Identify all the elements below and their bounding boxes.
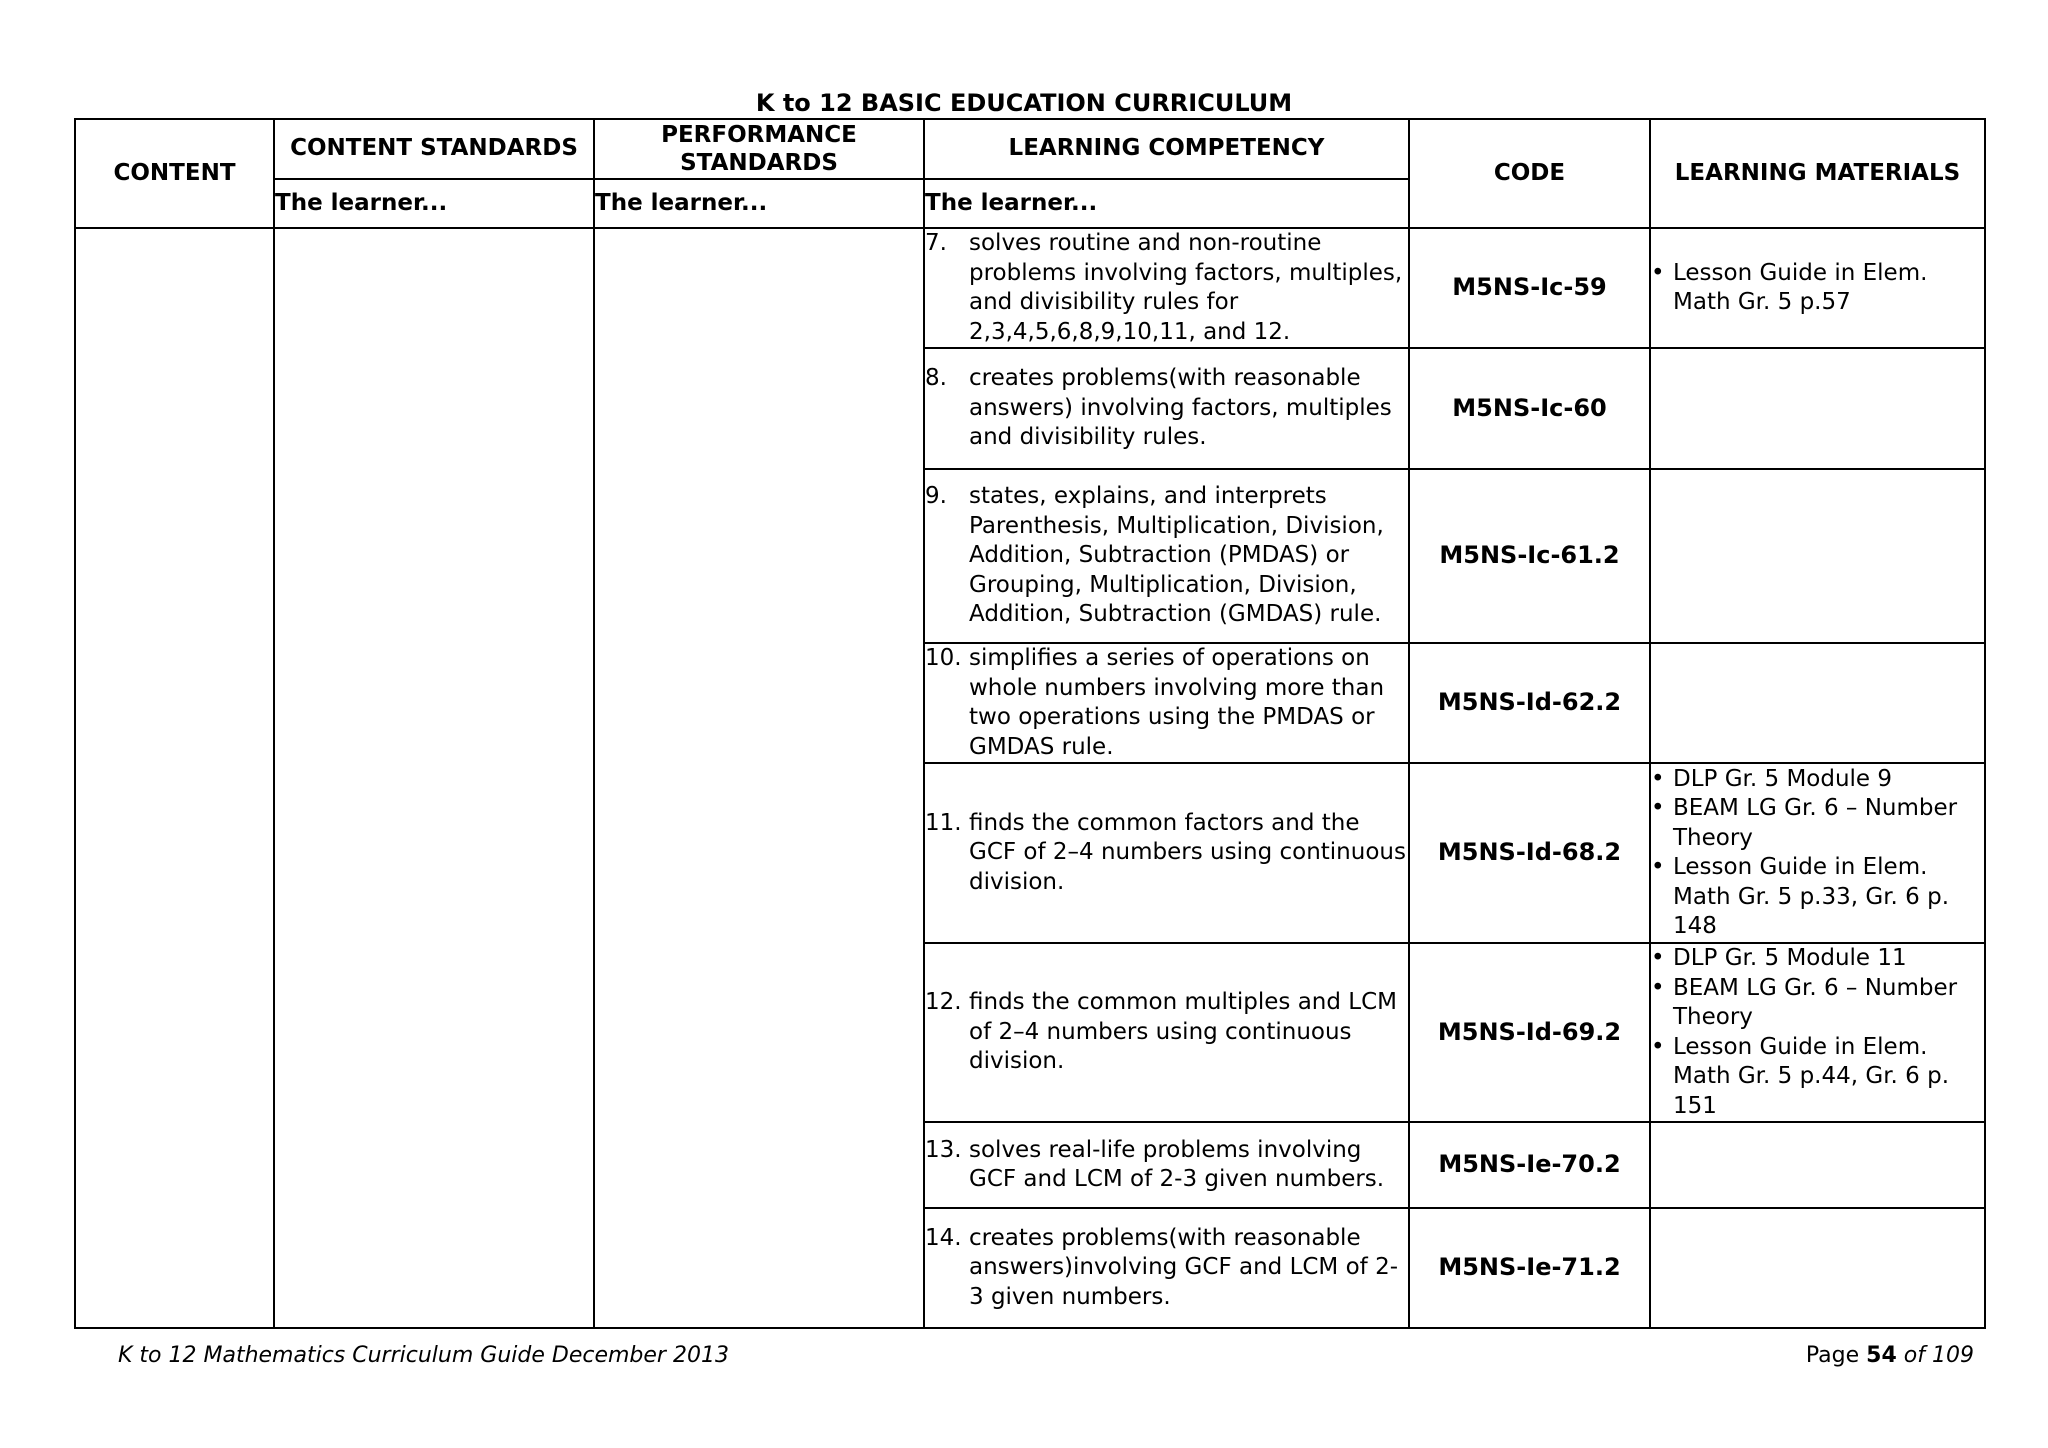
subheader-learner-competency: The learner... [924, 179, 1409, 228]
header-code: CODE [1409, 119, 1650, 228]
competency-cell [924, 763, 1409, 943]
footer-guide-title: K to 12 Mathematics Curriculum Guide December 2013 [118, 1343, 729, 1368]
material-text: DLP Gr. 5 Module 9 [1673, 765, 1893, 792]
materials-cell [1650, 943, 1985, 1122]
competency-cell [924, 643, 1409, 763]
code-cell: M5NS-Id-68.2 [1409, 763, 1650, 943]
bullet-icon: • [1651, 974, 1665, 1001]
material-text: DLP Gr. 5 Module 11 [1673, 945, 1907, 971]
content-cell [75, 228, 274, 1328]
list-item [1651, 1033, 1984, 1122]
subheader-learner-content: The learner... [274, 179, 594, 228]
competency-cell [924, 1122, 1409, 1208]
materials-cell [1650, 469, 1985, 643]
document-title: K to 12 BASIC EDUCATION CURRICULUM [755, 89, 1293, 117]
bullet-icon: • [1651, 1033, 1665, 1060]
materials-cell [1650, 1122, 1985, 1208]
materials-cell [1650, 643, 1985, 763]
competency-number: 8. [925, 365, 947, 392]
competency-text: creates problems(with reasonable answers)involving GCF and LCM of 2-3 given numbers. [969, 1224, 1399, 1310]
curriculum-table [74, 118, 1986, 1329]
content-standards-cell [274, 228, 594, 1328]
list-item [1651, 944, 1984, 974]
code-cell: M5NS-Id-62.2 [1409, 643, 1650, 763]
header-content: CONTENT [75, 119, 274, 228]
competency-cell [924, 943, 1409, 1122]
code-cell: M5NS-Ic-61.2 [1409, 469, 1650, 643]
code-cell: M5NS-Ie-71.2 [1409, 1208, 1650, 1328]
list-item [1651, 974, 1984, 1033]
materials-cell [1650, 763, 1985, 943]
competency-text: states, explains, and interprets Parenthesis, Multiplication, Division, Addition, Subtraction (PMDAS) or Grouping, Multiplication, Division, Addition, Subtraction (GMDAS) rule. [969, 483, 1384, 628]
materials-cell [1650, 1208, 1985, 1328]
bullet-icon: • [1651, 795, 1665, 821]
list-item [1651, 794, 1984, 853]
header-learning-competency: LEARNING COMPETENCY [924, 119, 1409, 179]
materials-cell [1650, 228, 1985, 348]
competency-number: 7. [925, 230, 947, 256]
competency-cell [924, 348, 1409, 469]
code-cell: M5NS-Id-69.2 [1409, 943, 1650, 1122]
competency-text: finds the common factors and the GCF of 2–4 numbers using continuous division. [969, 809, 1406, 895]
bullet-icon: • [1651, 259, 1665, 286]
code-cell: M5NS-Ie-70.2 [1409, 1122, 1650, 1208]
competency-text: finds the common multiples and LCM of 2–4 numbers using continuous division. [969, 989, 1398, 1075]
code-cell: M5NS-Ic-60 [1409, 348, 1650, 469]
competency-cell [924, 469, 1409, 643]
table-row [75, 228, 1985, 348]
page-number: 54 [1866, 1343, 1897, 1368]
header-content-standards: CONTENT STANDARDS [274, 119, 594, 179]
competency-text: solves routine and non-routine problems involving factors, multiples, and divisibility rules for 2,3,4,5,6,8,9,10,11, and 12. [969, 230, 1403, 345]
header-learning-materials: LEARNING MATERIALS [1650, 119, 1985, 228]
competency-number: 11. [925, 809, 962, 836]
competency-number: 12. [925, 989, 962, 1016]
material-text: Lesson Guide in Elem. Math Gr. 5 p.33, Gr. 6 p. 148 [1673, 854, 1950, 939]
competency-cell [924, 1208, 1409, 1328]
bullet-icon: • [1651, 945, 1665, 971]
competency-number: 13. [925, 1136, 962, 1163]
list-item [1651, 853, 1984, 942]
competency-cell [924, 228, 1409, 348]
material-text: Lesson Guide in Elem. Math Gr. 5 p.44, Gr. 6 p. 151 [1673, 1033, 1950, 1119]
bullet-icon: • [1651, 854, 1665, 880]
competency-number: 9. [925, 483, 947, 510]
page-total: of 109 [1903, 1343, 1974, 1368]
competency-text: creates problems(with reasonable answers) involving factors, multiples and divisibility rules. [969, 365, 1392, 451]
competency-number: 14. [925, 1224, 962, 1251]
competency-number: 10. [925, 645, 962, 671]
material-text: Lesson Guide in Elem. Math Gr. 5 p.57 [1673, 259, 1928, 315]
competency-text: solves real-life problems involving GCF and LCM of 2-3 given numbers. [969, 1136, 1385, 1192]
subheader-learner-performance: The learner... [594, 179, 924, 228]
code-cell: M5NS-Ic-59 [1409, 228, 1650, 348]
header-performance-standards: PERFORMANCE STANDARDS [594, 119, 924, 179]
material-text: BEAM LG Gr. 6 – Number Theory [1673, 974, 1958, 1030]
competency-text: simplifies a series of operations on whole numbers involving more than two operations using the PMDAS or GMDAS rule. [969, 645, 1385, 760]
list-item [1651, 259, 1984, 318]
page-label: Page [1805, 1343, 1860, 1368]
bullet-icon: • [1651, 765, 1665, 792]
footer-page-number [1806, 1342, 1974, 1370]
materials-cell [1650, 348, 1985, 469]
performance-standards-cell [594, 228, 924, 1328]
list-item [1651, 765, 1984, 795]
material-text: BEAM LG Gr. 6 – Number Theory [1673, 795, 1958, 851]
